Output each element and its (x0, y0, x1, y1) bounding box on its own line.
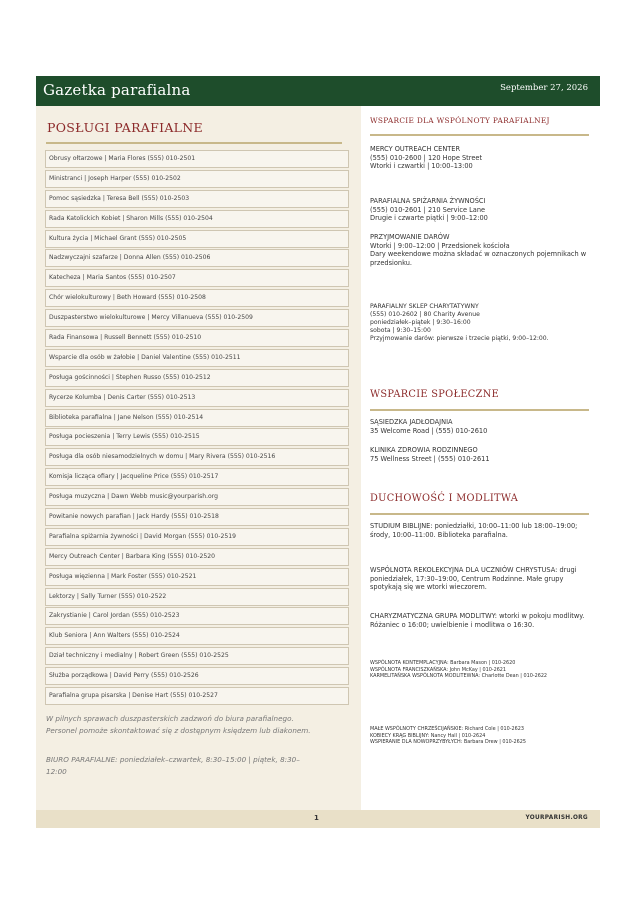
parish-website-link[interactable]: YOURPARISH.ORG (525, 815, 588, 821)
ministry-row: Posługa dla osób niesamodzielnych w domu | Mary Rivera (555) 010-2516 (45, 448, 349, 466)
ministry-row: Posługa pocieszenia | Terry Lewis (555) 010-2515 (45, 428, 349, 446)
ministries-column (36, 106, 361, 810)
soup-kitchen-block (370, 418, 592, 435)
bible-study-block: STUDIUM BIBLIJNE: poniedziałki, 10:00–11:00 lub 18:00–19:00; środy, 10:00–11:00. Biblioteka parafialna. (370, 522, 578, 539)
heading-divider (370, 409, 589, 411)
block-title: MERCY OUTREACH CENTER (370, 145, 461, 153)
support-column (361, 106, 600, 810)
ministry-row: Ministranci | Joseph Harper (555) 010-2502 (45, 170, 349, 188)
ministry-row: Rada Finansowa | Russell Bennett (555) 010-2510 (45, 329, 349, 347)
ministry-row: Zakrystianie | Carol Jordan (555) 010-2523 (45, 607, 349, 625)
community-support-heading: WSPARCIE SPOŁECZNE (370, 389, 500, 400)
block-line: 75 Wellness Street | (555) 010-2611 (370, 454, 490, 463)
thrift-store-block (370, 303, 592, 343)
list-item: KOBIECY KRĄG BIBLIJNY: Nancy Hall | 010-2624 (370, 732, 486, 739)
block-line: Dary weekendowe można składać w oznaczonych pojemnikach w przedsionku. (370, 250, 587, 267)
block-line: Wtorki | 9:00–12:00 | Przedsionek kościoła (370, 241, 510, 250)
ministry-row: Nadzwyczajni szafarze | Donna Allen (555) 010-2506 (45, 249, 349, 267)
mercy-center-block (370, 145, 592, 171)
ministry-row: Duszpasterstwo wielokulturowe | Mercy Villanueva (555) 010-2509 (45, 309, 349, 327)
retreat-community-block: WSPÓLNOTA REKOLEKCYJNA DLA UCZNIÓW CHRYSTUSA: drugi poniedziałek, 17:30–19:00, Centrum Rodzinne. Małe grupy spotykają się we wtorki wieczorem. (370, 566, 577, 592)
list-item: WSPÓLNOTA FRANCISZKAŃSKA: John McKay | 010-2621 (370, 666, 507, 673)
spirituality-heading: DUCHOWOŚĆ I MODLITWA (370, 493, 519, 504)
ministry-row: Obrusy ołtarzowe | Maria Flores (555) 010-2501 (45, 150, 349, 168)
block-title: PARAFIALNY SKLEP CHARYTATYWNY (370, 303, 479, 310)
ministry-row: Klub Seniora | Ann Walters (555) 010-2524 (45, 627, 349, 645)
block-line: Wtorki i czwartki | 10:00–13:00 (370, 162, 473, 171)
bulletin-title: Gazetka parafialna (43, 81, 191, 99)
ministry-row: Komisja licząca ofiary | Jacqueline Price (555) 010-2517 (45, 468, 349, 486)
block-title: PRZYJMOWANIE DARÓW (370, 233, 450, 241)
bulletin-header (36, 76, 600, 106)
ministry-row: Kultura życia | Michael Grant (555) 010-2505 (45, 230, 349, 248)
bulletin-footer (36, 810, 600, 828)
ministries-heading: POSŁUGI PARAFIALNE (47, 120, 203, 135)
ministry-row: Służba porządkowa | David Perry (555) 010-2526 (45, 667, 349, 685)
ministry-row: Posługa muzyczna | Dawn Webb music@yourparish.org (45, 488, 349, 506)
ministry-row: Rycerze Kolumba | Denis Carter (555) 010-2513 (45, 389, 349, 407)
ministry-row: Lektorzy | Sally Turner (555) 010-2522 (45, 588, 349, 606)
ministry-row: Wsparcie dla osób w żałobie | Daniel Valentine (555) 010-2511 (45, 349, 349, 367)
small-groups-list (370, 726, 592, 746)
list-item: WSPIERANIE DLA NOWOPRZYBYŁYCH: Barbara Drew | 010-2625 (370, 739, 526, 745)
ministry-row: Parafialna grupa pisarska | Denise Hart (555) 010-2527 (45, 687, 349, 705)
block-line: Drugie i czwarte piątki | 9:00–12:00 (370, 214, 488, 223)
ministry-row: Powitanie nowych parafian | Jack Hardy (555) 010-2518 (45, 508, 349, 526)
ministry-row: Mercy Outreach Center | Barbara King (555) 010-2520 (45, 548, 349, 566)
ministry-row: Biblioteka parafialna | Jane Nelson (555) 010-2514 (45, 409, 349, 427)
heading-divider (46, 142, 342, 144)
bulletin-date: September 27, 2026 (500, 83, 588, 93)
ministry-row: Rada Katolickich Kobiet | Sharon Mills (555) 010-2504 (45, 210, 349, 228)
food-pantry-block (370, 197, 592, 223)
block-title: SĄSIEDZKA JADŁODAJNIA (370, 418, 453, 426)
ministry-row: Dział techniczny i medialny | Robert Green (555) 010-2525 (45, 647, 349, 665)
block-line: sobota | 9:30–15:00 (370, 326, 431, 334)
ministry-list (45, 150, 349, 707)
ministry-row: Posługa więzienna | Mark Foster (555) 010-2521 (45, 568, 349, 586)
heading-divider (370, 513, 589, 515)
ministry-row: Katecheza | Maria Santos (555) 010-2507 (45, 269, 349, 287)
heading-divider (370, 134, 589, 136)
ministry-row: Parafialna spiżarnia żywności | David Morgan (555) 010-2519 (45, 528, 349, 546)
prayer-communities-list (370, 660, 592, 680)
charismatic-prayer-block: CHARYZMATYCZNA GRUPA MODLITWY: wtorki w pokoju modlitwy. Różaniec o 16:00; uwielbienie i modlitwa o 16:30. (370, 612, 585, 629)
family-clinic-block (370, 446, 592, 463)
page-number: 1 (314, 814, 319, 822)
ministry-row: Pomoc sąsiedzka | Teresa Bell (555) 010-2503 (45, 190, 349, 208)
block-line: (555) 010-2600 | 120 Hope Street (370, 153, 483, 162)
list-item: MAŁE WSPÓLNOTY CHRZEŚCIJAŃSKIE: Richard Cole | 010-2623 (370, 726, 524, 732)
block-title: KLINIKA ZDROWIA RODZINNEGO (370, 446, 478, 454)
bulletin-page (36, 76, 600, 828)
block-line: 35 Welcome Road | (555) 010-2610 (370, 426, 488, 435)
block-line: (555) 010-2601 | 210 Service Lane (370, 205, 486, 214)
parish-support-heading: WSPARCIE DLA WSPÓLNOTY PARAFIALNEJ (370, 116, 550, 125)
list-item: KARMELITAŃSKA WSPÓLNOTA MODLITEWNA: Charlotte Dean | 010-2622 (370, 673, 548, 679)
block-line: Przyjmowanie darów: pierwsze i trzecie piątki, 9:00–12:00. (370, 334, 549, 342)
donations-block (370, 233, 592, 267)
ministry-row: Chór wielokulturowy | Beth Howard (555) 010-2508 (45, 289, 349, 307)
list-item: WSPÓLNOTA KONTEMPLACYJNA: Barbara Mason | 010-2620 (370, 660, 516, 666)
ministry-row: Posługa gościnności | Stephen Russo (555) 010-2512 (45, 369, 349, 387)
parish-office-hours: BIURO PARAFIALNE: poniedziałek–czwartek, 8:30–15:00 | piątek, 8:30–12:00 (46, 755, 300, 776)
block-title: PARAFIALNA SPIŻARNIA ŻYWNOŚCI (370, 197, 486, 205)
block-line: (555) 010-2602 | 80 Charity Avenue (370, 310, 480, 318)
block-line: poniedziałek–piątek | 9:30–16:00 (370, 318, 471, 326)
pastoral-emergency-note: W pilnych sprawach duszpasterskich zadzwoń do biura parafialnego. Personel pomoże skontaktować się z dostępnym księdzem lub diakonem. (46, 714, 311, 735)
